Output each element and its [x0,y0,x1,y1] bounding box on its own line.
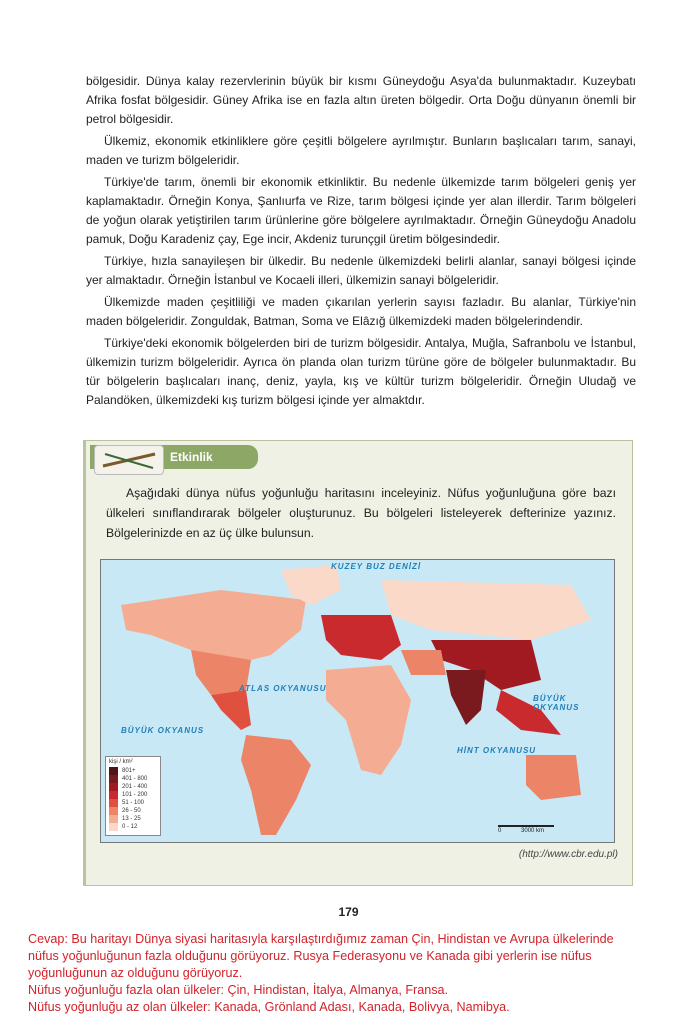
legend-label: 0 - 12 [122,824,138,830]
ocean-label-pacific-east: BÜYÜK OKYANUS [533,694,580,712]
activity-task: Aşağıdaki dünya nüfus yoğunluğu haritasını inceleyiniz. Nüfus yoğunluğuna göre bazı ülkeleri sınıflandırarak bölgeler oluşturunuz. Bu bölgeleri listeleyerek defterinize yazınız. Bölgelerinizde en az üç ülke bulunsun. [106,486,616,540]
legend-item [109,799,160,807]
activity-label: Etkinlik [170,450,213,464]
map-scale [498,825,554,834]
legend-item [109,815,160,823]
legend-item [109,807,160,815]
legend-item [109,783,160,791]
page-number: 179 [338,905,359,919]
scale-zero: 0 [498,828,502,834]
map-legend [105,756,161,836]
legend-label: 51 - 100 [122,800,145,806]
legend-swatch [109,791,118,799]
body-text [86,72,636,410]
activity-tab [90,445,258,469]
paragraph: Ülkemiz, ekonomik etkinliklere göre çeşitli bölgelere ayrılmıştır. Bunların başlıcaları tarım, sanayi, maden ve turizm bölgeleridir. [86,134,636,167]
answer-line: Cevap: Bu haritayı Dünya siyasi haritasıyla karşılaştırdığımız zaman Çin, Hindistan ve Avrupa ülkelerinde [28,932,614,946]
legend-item [109,775,160,783]
legend-label: 13 - 25 [122,816,141,822]
legend-item [109,791,160,799]
legend-item [109,767,160,775]
legend-label: 101 - 200 [122,792,148,798]
paragraph: Ülkemizde maden çeşitliliği ve maden çıkarılan yerlerin sayısı fazladır. Bu alanlar, Türkiye'nin maden bölgeleridir. Zonguldak, Batman, Soma ve Elâzığ ülkemizdeki maden bölgelerindendir. [86,295,636,328]
pencil-icon [94,445,164,475]
paragraph: Türkiye, hızla sanayileşen bir ülkedir. Bu nedenle ülkemizdeki belirli alanlar, sanayi bölgesi içinde yer almaktadır. Örneğin İstanbul ve Kocaeli illeri, ülkemizin sanayi bölgeleridir. [86,254,636,287]
legend-label: 201 - 400 [122,784,148,790]
legend-swatch [109,783,118,791]
ocean-label-arctic: KUZEY BUZ DENİZİ [331,562,422,571]
answer-text [28,931,668,1016]
legend-item [109,823,160,831]
legend-swatch [109,767,118,775]
activity-box [83,440,633,886]
legend-swatch [109,807,118,815]
legend-swatch [109,799,118,807]
answer-line: nüfus yoğunluğunun fazla olduğunu görüyoruz. Rusya Federasyonu ve Kanada gibi yerlerin ise nüfus [28,949,592,963]
world-population-density-map [100,559,615,843]
legend-swatch [109,815,118,823]
legend-label: 801+ [122,768,136,774]
map-source: (http://www.cbr.edu.pl) [518,849,618,860]
answer-line: Nüfus yoğunluğu az olan ülkeler: Kanada, Grönland Adası, Kanada, Bolivya, Namibya. [28,1000,510,1014]
paragraph: Türkiye'de tarım, önemli bir ekonomik etkinliktir. Bu nedenle ülkemizde tarım bölgeleri geniş yer kaplamaktadır. Örneğin Konya, Şanlıurfa ve Rize, tarım bölgesi içinde yer alan illerdir. Tarım bölgeleri de yoğun olarak yetiştirilen tarım ürünlerine göre bölgelere ayrılmaktadır. Örneğin Güneydoğu Anadolu pamuk, Doğu Karadeniz çay, Ege incir, Akdeniz turunçgil üretim bölgesindedir. [86,175,636,246]
answer-line: yoğunluğunun az olduğunu görüyoruz. [28,966,243,980]
ocean-label-pacific-west: BÜYÜK OKYANUS [121,726,205,735]
answer-line: Nüfus yoğunluğu fazla olan ülkeler: Çin, Hindistan, İtalya, Almanya, Fransa. [28,983,449,997]
legend-swatch [109,775,118,783]
legend-title: kişi / km² [109,759,133,765]
ocean-label-indian: HİNT OKYANUSU [457,746,537,755]
legend-swatch [109,823,118,831]
ocean-label-atlantic: ATLAS OKYANUSU [239,684,327,693]
paragraph: Türkiye'deki ekonomik bölgelerden biri de turizm bölgesidir. Antalya, Muğla, Safranbolu ve İstanbul, ülkemizin turizm bölgeleridir. Ayrıca ön planda olan turizm türüne göre de bölgeler bulunmaktadır. Bu tür bölgelerin başlıcaları inanç, deniz, yayla, kış ve kültür turizm bölgeleridir. Örneğin Uludağ ve Palandöken, ülkemizdeki kış turizm bölgesi içinde yer almaktdır. [86,336,636,407]
scale-label: 3000 km [521,828,545,834]
paragraph: bölgesidir. Dünya kalay rezervlerinin büyük bir kısmı Güneydoğu Asya'da bulunmaktadır. Kuzeybatı Afrika fosfat bölgesidir. Güney Afrika ise en fazla altın üreten bölgedir. Orta Doğu dünyanın önemli bir petrol bölgesidir. [86,74,636,126]
legend-label: 401 - 800 [122,776,148,782]
legend-label: 26 - 50 [122,808,141,814]
